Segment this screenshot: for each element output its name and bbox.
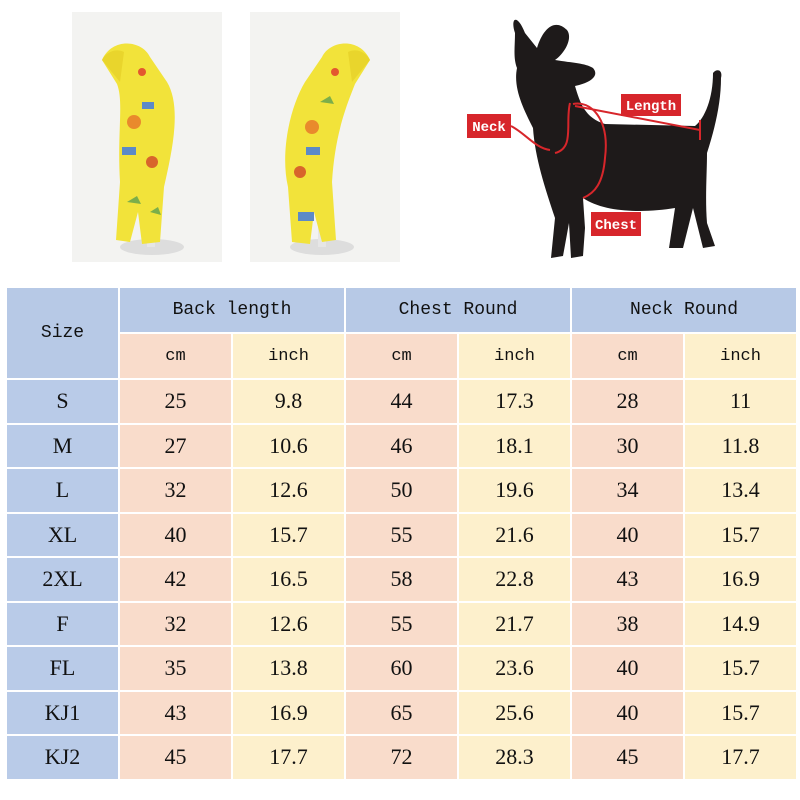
product-photo-right	[250, 12, 400, 262]
inch-value-cell: 13.4	[684, 468, 797, 513]
cm-value-cell: 65	[345, 691, 458, 736]
cm-value-cell: 45	[571, 735, 684, 780]
inch-value-cell: 16.9	[232, 691, 345, 736]
unit-cm: cm	[571, 333, 684, 379]
size-cell: 2XL	[6, 557, 119, 602]
table-row	[6, 557, 797, 602]
inch-value-cell: 11.8	[684, 424, 797, 469]
size-table-body	[6, 379, 797, 780]
cm-value-cell: 30	[571, 424, 684, 469]
neck-label: Neck	[472, 120, 506, 136]
cm-value-cell: 55	[345, 513, 458, 558]
dog-measurement-diagram	[455, 8, 755, 270]
cm-value-cell: 43	[119, 691, 232, 736]
raincoat-image	[250, 12, 400, 262]
size-cell: L	[6, 468, 119, 513]
inch-value-cell: 12.6	[232, 468, 345, 513]
inch-value-cell: 11	[684, 379, 797, 424]
cm-value-cell: 40	[571, 513, 684, 558]
chest-label: Chest	[594, 218, 638, 234]
inch-value-cell: 21.6	[458, 513, 571, 558]
cm-value-cell: 60	[345, 646, 458, 691]
table-row	[6, 424, 797, 469]
cm-value-cell: 42	[119, 557, 232, 602]
length-label: Length	[625, 99, 677, 115]
table-row	[6, 691, 797, 736]
table-row	[6, 468, 797, 513]
inch-value-cell: 16.9	[684, 557, 797, 602]
inch-value-cell: 19.6	[458, 468, 571, 513]
unit-inch: inch	[232, 333, 345, 379]
cm-value-cell: 32	[119, 602, 232, 647]
size-cell: M	[6, 424, 119, 469]
inch-value-cell: 18.1	[458, 424, 571, 469]
inch-value-cell: 12.6	[232, 602, 345, 647]
size-header: Size	[6, 287, 119, 379]
size-cell: KJ1	[6, 691, 119, 736]
chest-round-header: Chest Round	[345, 287, 571, 333]
cm-value-cell: 50	[345, 468, 458, 513]
size-cell: S	[6, 379, 119, 424]
neck-tag	[467, 114, 511, 138]
product-photo-left	[72, 12, 222, 262]
chest-tag	[591, 212, 641, 236]
size-cell: F	[6, 602, 119, 647]
inch-value-cell: 15.7	[684, 646, 797, 691]
inch-value-cell: 17.7	[684, 735, 797, 780]
inch-value-cell: 22.8	[458, 557, 571, 602]
size-cell: XL	[6, 513, 119, 558]
size-chart-table	[5, 286, 798, 781]
unit-inch: inch	[458, 333, 571, 379]
cm-value-cell: 38	[571, 602, 684, 647]
cm-value-cell: 46	[345, 424, 458, 469]
cm-value-cell: 72	[345, 735, 458, 780]
cm-value-cell: 45	[119, 735, 232, 780]
cm-value-cell: 40	[119, 513, 232, 558]
length-tag	[621, 94, 681, 116]
dog-silhouette	[455, 8, 755, 270]
inch-value-cell: 21.7	[458, 602, 571, 647]
unit-cm: cm	[345, 333, 458, 379]
back-length-header: Back length	[119, 287, 345, 333]
size-cell: FL	[6, 646, 119, 691]
cm-value-cell: 40	[571, 691, 684, 736]
inch-value-cell: 17.3	[458, 379, 571, 424]
unit-inch: inch	[684, 333, 797, 379]
cm-value-cell: 43	[571, 557, 684, 602]
table-row	[6, 735, 797, 780]
cm-value-cell: 44	[345, 379, 458, 424]
inch-value-cell: 13.8	[232, 646, 345, 691]
cm-value-cell: 28	[571, 379, 684, 424]
inch-value-cell: 23.6	[458, 646, 571, 691]
cm-value-cell: 55	[345, 602, 458, 647]
size-cell: KJ2	[6, 735, 119, 780]
cm-value-cell: 35	[119, 646, 232, 691]
inch-value-cell: 15.7	[684, 513, 797, 558]
inch-value-cell: 10.6	[232, 424, 345, 469]
cm-value-cell: 27	[119, 424, 232, 469]
table-row	[6, 513, 797, 558]
cm-value-cell: 25	[119, 379, 232, 424]
inch-value-cell: 14.9	[684, 602, 797, 647]
cm-value-cell: 32	[119, 468, 232, 513]
inch-value-cell: 15.7	[684, 691, 797, 736]
unit-cm: cm	[119, 333, 232, 379]
inch-value-cell: 17.7	[232, 735, 345, 780]
raincoat-image	[72, 12, 222, 262]
table-row	[6, 602, 797, 647]
neck-round-header: Neck Round	[571, 287, 797, 333]
table-row	[6, 379, 797, 424]
inch-value-cell: 28.3	[458, 735, 571, 780]
table-row	[6, 646, 797, 691]
cm-value-cell: 58	[345, 557, 458, 602]
cm-value-cell: 40	[571, 646, 684, 691]
inch-value-cell: 15.7	[232, 513, 345, 558]
cm-value-cell: 34	[571, 468, 684, 513]
inch-value-cell: 16.5	[232, 557, 345, 602]
inch-value-cell: 9.8	[232, 379, 345, 424]
inch-value-cell: 25.6	[458, 691, 571, 736]
